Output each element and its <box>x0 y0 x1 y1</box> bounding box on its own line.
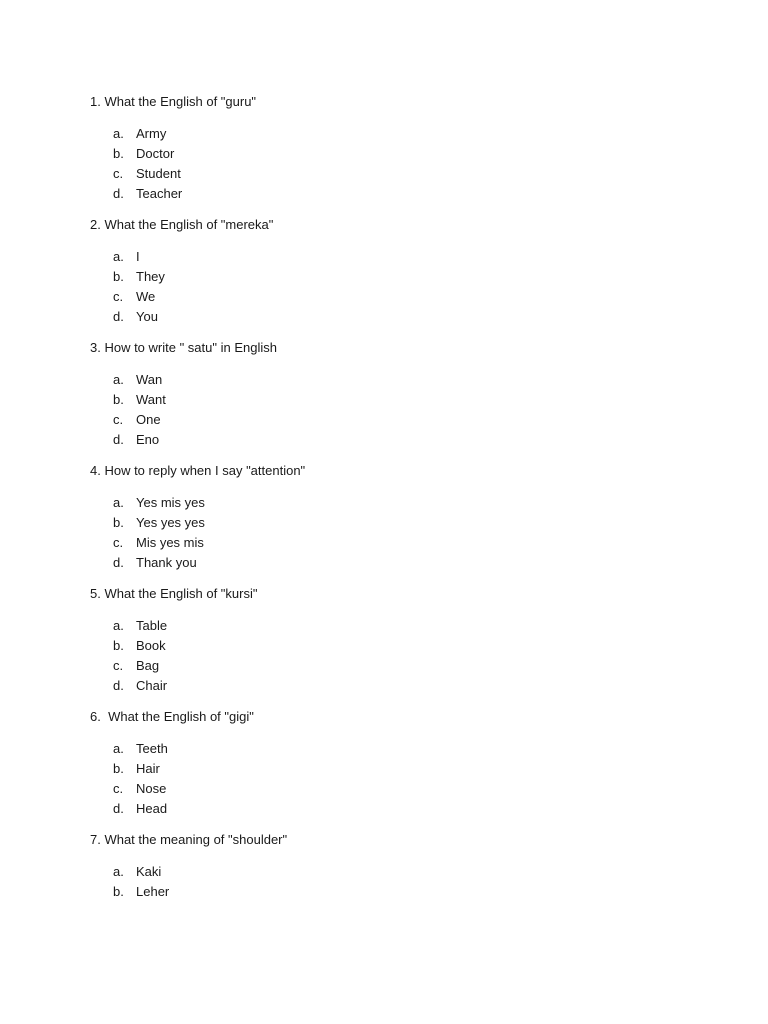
question-5 <box>90 585 690 696</box>
option-item <box>90 533 690 553</box>
option-list <box>90 616 690 696</box>
option-item <box>90 164 690 184</box>
option-item <box>90 513 690 533</box>
option-letter: c. <box>113 412 124 427</box>
option-item <box>90 759 690 779</box>
option-text: One <box>136 412 161 427</box>
quiz <box>90 93 690 914</box>
option-letter: d. <box>113 801 124 816</box>
option-list <box>90 739 690 819</box>
question-text: 5. What the English of "kursi" <box>90 586 258 601</box>
option-text: Teeth <box>136 741 168 756</box>
option-text: Hair <box>136 761 160 776</box>
question-text: 7. What the meaning of "shoulder" <box>90 832 288 847</box>
option-item <box>90 553 690 573</box>
option-list <box>90 493 690 573</box>
option-item <box>90 779 690 799</box>
option-item <box>90 184 690 204</box>
question-3 <box>90 339 690 450</box>
option-letter: b. <box>113 269 124 284</box>
option-letter: a. <box>113 618 124 633</box>
option-letter: b. <box>113 884 124 899</box>
option-text: Eno <box>136 432 160 447</box>
option-letter: d. <box>113 555 124 570</box>
option-letter: c. <box>113 166 124 181</box>
option-letter: d. <box>113 432 124 447</box>
option-text: We <box>136 289 156 304</box>
option-text: Book <box>136 638 166 653</box>
option-letter: c. <box>113 781 124 796</box>
option-text: Head <box>136 801 168 816</box>
option-item <box>90 370 690 390</box>
question-2 <box>90 216 690 327</box>
option-item <box>90 390 690 410</box>
option-text: Yes yes yes <box>136 515 205 530</box>
option-list <box>90 247 690 327</box>
option-text: They <box>136 269 165 284</box>
option-letter: a. <box>113 249 124 264</box>
question-text: 4. How to reply when I say "attention" <box>90 463 306 478</box>
option-text: Yes mis yes <box>136 495 205 510</box>
option-text: Teacher <box>136 186 183 201</box>
option-letter: a. <box>113 741 124 756</box>
question-text: 6. What the English of "gigi" <box>90 709 254 724</box>
option-item <box>90 676 690 696</box>
option-text: Want <box>136 392 166 407</box>
option-letter: a. <box>113 495 124 510</box>
question-text: 3. How to write " satu" in English <box>90 340 277 355</box>
option-text: Nose <box>136 781 167 796</box>
option-text: I <box>136 249 140 264</box>
option-text: Wan <box>136 372 163 387</box>
option-item <box>90 882 690 902</box>
option-item <box>90 493 690 513</box>
option-text: Student <box>136 166 181 181</box>
option-item <box>90 739 690 759</box>
option-list <box>90 124 690 204</box>
question-4 <box>90 462 690 573</box>
option-letter: d. <box>113 678 124 693</box>
option-item <box>90 410 690 430</box>
option-item <box>90 247 690 267</box>
option-list <box>90 862 690 902</box>
option-text: Doctor <box>136 146 175 161</box>
option-letter: c. <box>113 535 124 550</box>
option-letter: d. <box>113 186 124 201</box>
question-text: 1. What the English of "guru" <box>90 94 257 109</box>
option-item <box>90 636 690 656</box>
option-text: Kaki <box>136 864 162 879</box>
question-6 <box>90 708 690 819</box>
option-list <box>90 370 690 450</box>
option-item <box>90 430 690 450</box>
option-item <box>90 307 690 327</box>
option-item <box>90 287 690 307</box>
option-text: Table <box>136 618 168 633</box>
option-item <box>90 616 690 636</box>
question-1 <box>90 93 690 204</box>
option-letter: c. <box>113 289 124 304</box>
option-item <box>90 267 690 287</box>
option-letter: c. <box>113 658 124 673</box>
option-text: Mis yes mis <box>136 535 204 550</box>
option-letter: a. <box>113 372 124 387</box>
option-letter: a. <box>113 126 124 141</box>
option-item <box>90 862 690 882</box>
option-letter: b. <box>113 515 124 530</box>
option-item <box>90 656 690 676</box>
option-text: Thank you <box>136 555 197 570</box>
option-text: Army <box>136 126 167 141</box>
option-text: You <box>136 309 158 324</box>
option-item <box>90 144 690 164</box>
option-letter: d. <box>113 309 124 324</box>
option-text: Bag <box>136 658 160 673</box>
option-letter: b. <box>113 761 124 776</box>
option-letter: b. <box>113 638 124 653</box>
question-7 <box>90 831 690 902</box>
option-letter: b. <box>113 146 124 161</box>
option-text: Leher <box>136 884 170 899</box>
option-letter: a. <box>113 864 124 879</box>
option-text: Chair <box>136 678 168 693</box>
question-text: 2. What the English of "mereka" <box>90 217 274 232</box>
option-item <box>90 799 690 819</box>
option-item <box>90 124 690 144</box>
option-letter: b. <box>113 392 124 407</box>
